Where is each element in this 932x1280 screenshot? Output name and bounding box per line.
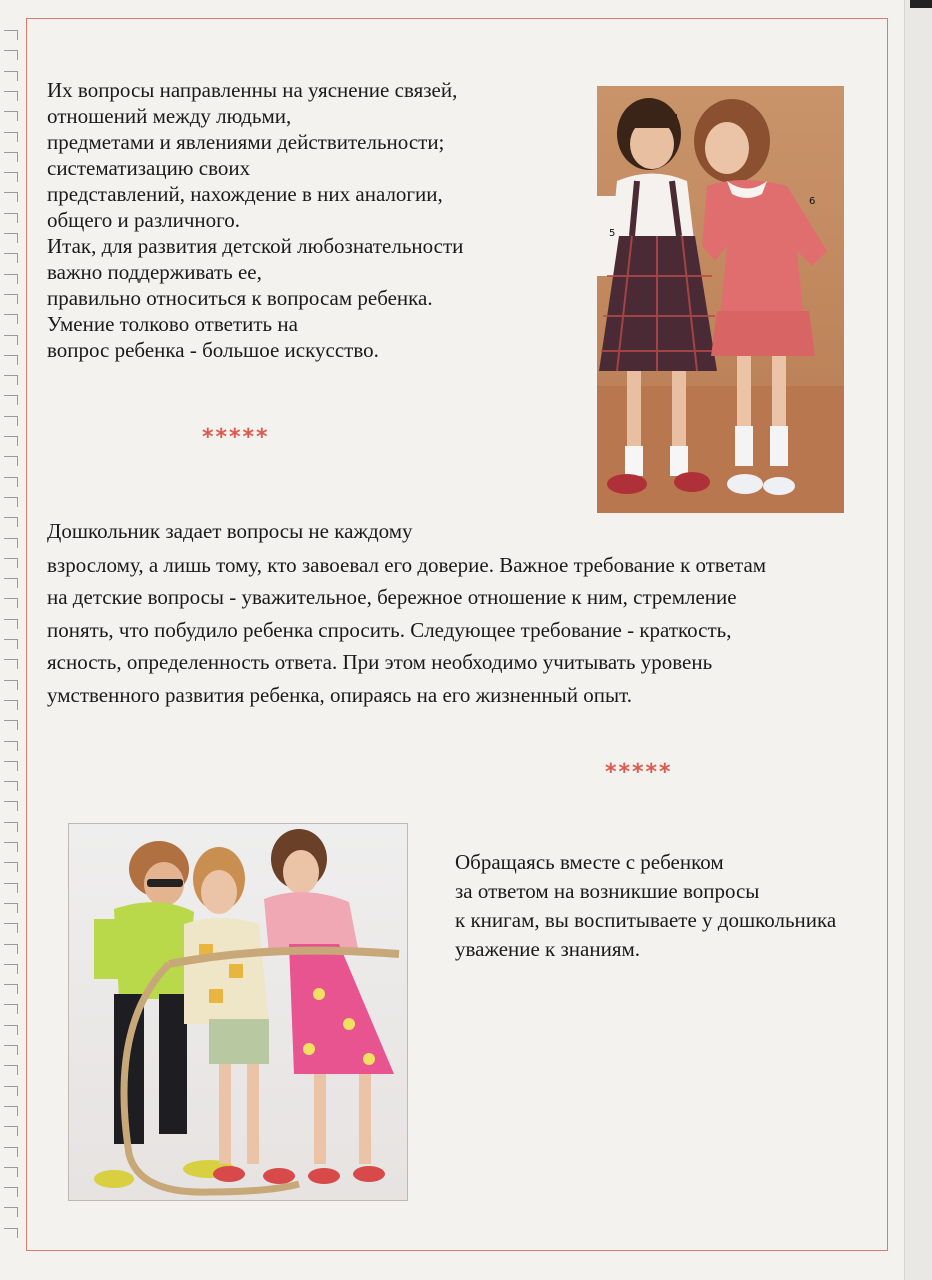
- binding-mark: [4, 152, 18, 162]
- binding-mark: [4, 30, 18, 40]
- binding-mark: [4, 111, 18, 121]
- text-line: уважение к знаниям.: [455, 937, 641, 961]
- binding-mark: [4, 1126, 18, 1136]
- binding-mark: [4, 477, 18, 487]
- binding-mark: [4, 538, 18, 548]
- text-line: отношений между людьми,: [47, 104, 292, 128]
- text-line: ясность, определенность ответа. При этом необходимо учитывать уровень: [47, 650, 713, 674]
- binding-mark: [4, 619, 18, 629]
- star-separator: *****: [202, 425, 270, 450]
- binding-mark: [4, 558, 18, 568]
- text-line: Дошкольник задает вопросы не каждому: [47, 519, 413, 543]
- text-line: умственного развития ребенка, опираясь на его жизненный опыт.: [47, 682, 632, 707]
- binding-mark: [4, 964, 18, 974]
- binding-mark: [4, 659, 18, 669]
- binding-mark: [4, 314, 18, 324]
- binding-mark: [4, 598, 18, 608]
- star-separator: *****: [605, 760, 673, 785]
- photo-children-rope-illustration: [69, 824, 407, 1200]
- text-line: систематизацию своих: [47, 156, 251, 180]
- binding-mark: [4, 456, 18, 466]
- binding-mark: [4, 294, 18, 304]
- binding-mark: [4, 91, 18, 101]
- binding-mark: [4, 741, 18, 751]
- binding-mark: [4, 984, 18, 994]
- binding-mark: [4, 253, 18, 263]
- binding-mark: [4, 497, 18, 507]
- text-line: на детские вопросы - уважительное, бережное отношение к ним, стремление: [47, 585, 737, 609]
- text-line: правильно относиться к вопросам ребенка.: [47, 286, 433, 310]
- photo-label-6: 6: [809, 196, 816, 207]
- binding-mark: [4, 416, 18, 426]
- text-line: представлений, нахождение в них аналогии,: [47, 182, 443, 206]
- binding-mark: [4, 213, 18, 223]
- binding-mark: [4, 761, 18, 771]
- paragraph-books: [455, 848, 836, 964]
- binding-mark: [4, 192, 18, 202]
- text-line: взрослому, а лишь тому, кто завоевал его доверие. Важное требование к ответам: [47, 552, 767, 577]
- binding-mark: [4, 578, 18, 588]
- binding-mark: [4, 172, 18, 182]
- binding-mark: [4, 274, 18, 284]
- binding-mark: [4, 700, 18, 710]
- text-line: Итак, для развития детской любознательности: [47, 234, 464, 258]
- photo-two-girls: [597, 86, 844, 513]
- text-line: понять, что побудило ребенка спросить. Следующее требование - краткость,: [47, 617, 732, 642]
- binding-mark: [4, 923, 18, 933]
- binding-mark: [4, 1187, 18, 1197]
- text-line: вопрос ребенка - большое искусство.: [47, 338, 379, 362]
- binding-mark: [4, 903, 18, 913]
- paragraph-questions: [47, 77, 463, 363]
- photo-two-girls-illustration: [597, 86, 844, 513]
- binding-mark: [4, 639, 18, 649]
- binding-mark: [4, 50, 18, 60]
- binding-mark: [4, 233, 18, 243]
- binding-mark: [4, 1045, 18, 1055]
- photo-label-5: 5: [609, 228, 616, 239]
- binding-mark: [4, 395, 18, 405]
- binding-mark: [4, 862, 18, 872]
- binding-mark: [4, 781, 18, 791]
- binding-mark: [4, 517, 18, 527]
- text-line: Их вопросы направленны на уяснение связей,: [47, 78, 458, 102]
- scan-edge: [904, 0, 932, 1280]
- binding-mark: [4, 1086, 18, 1096]
- binding-mark: [4, 944, 18, 954]
- binding-mark: [4, 842, 18, 852]
- text-line: предметами и явлениями действительности;: [47, 130, 445, 154]
- binding-mark: [4, 375, 18, 385]
- binding-mark: [4, 132, 18, 142]
- photo-children-rope: [68, 823, 408, 1201]
- binding-mark: [4, 335, 18, 345]
- text-line: важно поддерживать ее,: [47, 260, 262, 284]
- binding-mark: [4, 680, 18, 690]
- text-line: Умение толково ответить на: [47, 312, 298, 336]
- scan-corner-mark: [910, 0, 932, 8]
- binding-mark: [4, 1106, 18, 1116]
- binding-mark: [4, 355, 18, 365]
- paragraph-preschooler: [47, 515, 766, 711]
- page-border-left: [26, 18, 27, 1251]
- text-line: общего и различного.: [47, 208, 240, 232]
- binding-mark: [4, 720, 18, 730]
- binding-mark: [4, 1147, 18, 1157]
- page-border-bottom: [26, 1250, 888, 1251]
- spiral-binding-marks: [4, 30, 22, 1250]
- text-line: Обращаясь вместе с ребенком: [455, 850, 724, 874]
- binding-mark: [4, 801, 18, 811]
- text-line: к книгам, вы воспитываете у дошкольника: [455, 908, 837, 932]
- binding-mark: [4, 71, 18, 81]
- binding-mark: [4, 1207, 18, 1217]
- page-border-top: [26, 18, 888, 19]
- page-border-right: [887, 18, 888, 1251]
- text-line: за ответом на возникшие вопросы: [455, 879, 760, 903]
- binding-mark: [4, 822, 18, 832]
- binding-mark: [4, 1065, 18, 1075]
- binding-mark: [4, 1004, 18, 1014]
- binding-mark: [4, 436, 18, 446]
- binding-mark: [4, 883, 18, 893]
- binding-mark: [4, 1228, 18, 1238]
- binding-mark: [4, 1025, 18, 1035]
- binding-mark: [4, 1167, 18, 1177]
